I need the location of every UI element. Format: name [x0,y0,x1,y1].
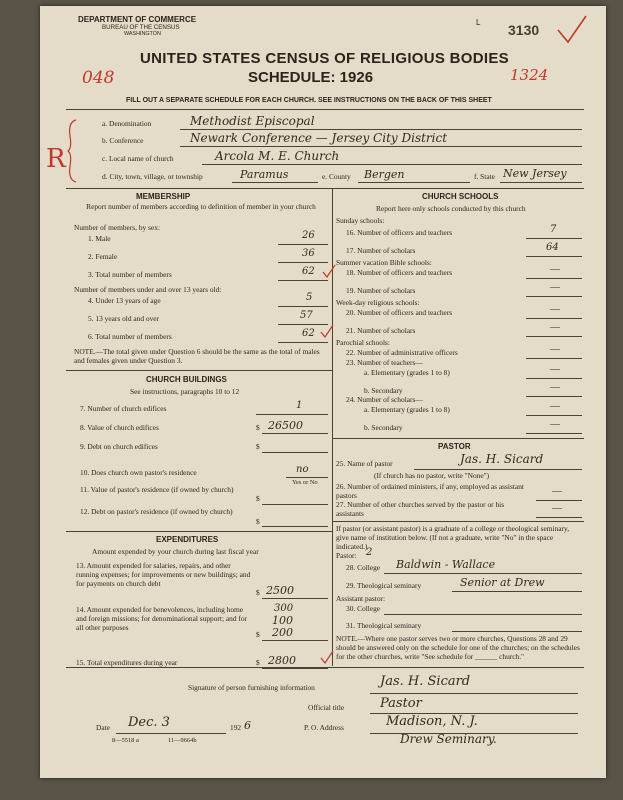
form-title: UNITED STATES CENSUS OF RELIGIOUS BODIES [140,50,509,67]
q9-dollar: $ [256,442,260,451]
q1-male-value: 26 [302,230,315,241]
q10-residence-value: no [296,464,309,475]
q18-blank: — [550,264,560,275]
census-schedule-document [40,6,606,778]
q24a-label: a. Elementary (grades 1 to 8) [364,405,450,414]
q18-label: 18. Number of officers and teachers [346,268,453,277]
q9-debt-label: 9. Debt on church edifices [80,442,158,451]
pastor-heading: PASTOR [438,442,471,451]
q30-college-label: 30. College [346,604,381,613]
po-address-line1: Madison, N. J. [386,714,478,729]
conference-label: b. Conference [102,136,144,145]
q23a-label: a. Elementary (grades 1 to 8) [364,368,450,377]
q29-seminary-label: 29. Theological seminary [346,581,422,590]
q6-total-label: 6. Total number of members [88,332,172,341]
q31-seminary-label: 31. Theological seminary [346,621,422,630]
q10-yes-no-note: Yes or No [292,479,318,486]
graduate-note: If pastor (or assistant pastor) is a graduate of a college or theological seminary, give name of institution below. (If not a graduate, write "No" in the space indicated.) [336,524,570,551]
county-value: Bergen [364,168,405,181]
bureau-heading: BUREAU OF THE CENSUS [102,24,180,31]
q8-value-label: 8. Value of church edifices [80,423,159,432]
q11-dollar: $ [256,494,260,503]
q8-dollar: $ [256,423,260,432]
red-pastor-mark: 2 [366,547,373,558]
weekday-schools-label: Week-day religious schools: [336,298,420,307]
q2-female-label: 2. Female [88,252,118,261]
q5-over13-value: 57 [300,310,313,321]
red-stamp-number: 048 [82,68,115,88]
q1-male-label: 1. Male [88,234,111,243]
expenditures-intro: Amount expended by your church during last fiscal year [92,547,259,556]
year-digit: 6 [244,719,251,732]
denomination-label: a. Denomination [102,119,152,128]
official-title-label: Official title [308,703,345,712]
county-label: e. County [322,172,351,181]
q16-value: 7 [550,224,557,235]
schools-heading: CHURCH SCHOOLS [422,192,499,201]
q13-value: 2500 [266,584,294,597]
q26-label: 26. Number of ordained ministers, if any, employed as assistant pastors [336,482,524,500]
city-heading: WASHINGTON [124,31,161,37]
parochial-schools-label: Parochial schools: [336,338,390,347]
q23-label: 23. Number of teachers— [346,358,423,367]
q5-over13-label: 5. 13 years old and over [88,314,160,323]
pastor-sub-label: Pastor: [336,551,357,560]
q20-label: 20. Number of officers and teachers [346,308,453,317]
membership-note: NOTE.—The total given under Question 6 should be the same as the total of males and females given under Question 3. [74,347,320,365]
print-code-2: 11—9664b [168,737,197,744]
q23b-label: b. Secondary [364,386,403,395]
signature-label: Signature of person furnishing information [188,683,315,692]
q24b-blank: — [550,419,560,430]
date-value: Dec. 3 [128,715,170,730]
q21-blank: — [550,322,560,333]
red-check-mark [554,12,590,50]
q3-total-value: 62 [302,266,315,277]
q17-value: 64 [546,242,559,253]
q26-blank: — [552,486,562,497]
schools-intro: Report here only schools conducted by this church [376,204,526,213]
q21-label: 21. Number of scholars [346,326,416,335]
city-label: d. City, town, village, or township [102,172,203,181]
q12-dollar: $ [256,517,260,526]
state-value: New Jersey [503,167,567,180]
red-bracket-mark [66,118,78,184]
q15-value: 2800 [268,654,296,667]
form-letter: L [476,18,481,27]
q4-under13-label: 4. Under 13 years of age [88,296,161,305]
summer-schools-label: Summer vacation Bible schools: [336,258,432,267]
q24b-label: b. Secondary [364,423,403,432]
q24a-blank: — [550,401,560,412]
membership-intro: Report number of members according to definition of member in your church [86,202,316,211]
q27-label: 27. Number of other churches served by the pastor or his assistants [336,500,505,518]
denomination-value: Methodist Episcopal [190,114,315,128]
q22-label: 22. Number of administrative officers [346,348,458,357]
instruction-line: FILL OUT A SEPARATE SCHEDULE FOR EACH CHURCH. SEE INSTRUCTIONS ON THE BACK OF THIS SHEET [126,97,492,104]
q22-blank: — [550,344,560,355]
members-by-sex-label: Number of members, by sex: [74,223,160,232]
q19-label: 19. Number of scholars [346,286,416,295]
q17-label: 17. Number of scholars [346,246,416,255]
q25-value: Jas. H. Sicard [460,452,544,466]
q13-dollar: $ [256,588,260,597]
print-code-1: 8—5518 a [112,737,139,744]
local-name-label: c. Local name of church [102,154,174,163]
city-value: Paramus [240,168,289,181]
date-label: Date [96,723,110,732]
signature-value: Jas. H. Sicard [380,674,471,689]
q28-college-label: 28. College [346,563,381,572]
red-tick-q15 [320,650,334,666]
q25-label: 25. Name of pastor [336,459,393,468]
q27-blank: — [552,503,562,514]
sunday-schools-label: Sunday schools: [336,216,385,225]
q12-pastor-debt-label: 12. Debt on pastor's residence (if owned by church) [80,507,233,516]
q6-total-value: 62 [302,328,315,339]
q19-blank: — [550,282,560,293]
pastor-note: NOTE.—Where one pastor serves two or more churches, Questions 28 and 29 should be answered only on the schedule for one of the churches; on the schedules for the other churches, write "See schedule for ______ church." [336,634,580,661]
q11-pastor-value-label: 11. Value of pastor's residence (if owned by church) [80,485,234,494]
q2-female-value: 36 [302,248,315,259]
q15-dollar: $ [256,658,260,667]
red-corner-mark: 1324 [510,66,549,84]
assistant-pastor-label: Assistant pastor: [336,594,386,603]
q14-benevolences-label: 14. Amount expended for benevolences, including home and foreign missions; for denominational support; and for all other purposes [76,605,247,632]
official-title-value: Pastor [380,696,422,711]
q15-total-label: 15. Total expenditures during year [76,658,178,667]
q13-running-expenses-label: 13. Amount expended for salaries, repairs, and other running expenses; for improvements or new buildings; and for payments on church debt [76,561,251,588]
expenditures-heading: EXPENDITURES [156,535,219,544]
membership-heading: MEMBERSHIP [136,192,191,201]
q29-seminary-value: Senior at Drew [460,576,545,589]
q3-total-label: 3. Total number of members [88,270,172,279]
q23a-blank: — [550,364,560,375]
q24-label: 24. Number of scholars— [346,395,423,404]
q4-under13-value: 5 [306,292,313,303]
q23b-blank: — [550,382,560,393]
serial-number: 3130 [508,22,540,38]
q20-blank: — [550,304,560,315]
buildings-instructions: See instructions, paragraphs 10 to 12 [130,387,240,396]
state-label: f. State [474,172,495,181]
conference-value: Newark Conference — Jersey City District [190,131,448,145]
q16-label: 16. Number of officers and teachers [346,228,453,237]
q7-edifices-value: 1 [296,400,303,411]
year-prefix: 192 [230,723,242,732]
schedule-heading: SCHEDULE: 1926 [248,69,374,86]
po-address-label: P. O. Address [304,723,344,732]
q25-note: (If church has no pastor, write "None") [374,471,490,480]
red-tick-q6 [320,324,334,340]
age-heading: Number of members under and over 13 years old: [74,285,222,294]
department-heading: DEPARTMENT OF COMMERCE [78,15,197,24]
q7-edifices-label: 7. Number of church edifices [80,404,167,413]
red-r-mark: R [46,144,66,174]
q8-value: 26500 [268,419,303,432]
q28-college-value: Baldwin - Wallace [396,558,496,571]
buildings-heading: CHURCH BUILDINGS [146,375,227,384]
q14-value-a: 100 [272,614,293,627]
po-address-line2: Drew Seminary. [400,732,497,746]
local-name-value: Arcola M. E. Church [215,149,340,163]
q10-residence-label: 10. Does church own pastor's residence [80,468,197,477]
q14-dollar: $ [256,630,260,639]
q14-value-b: 200 [272,626,293,639]
red-tick-q3 [322,264,336,280]
q14-red-value: 300 [274,603,294,614]
